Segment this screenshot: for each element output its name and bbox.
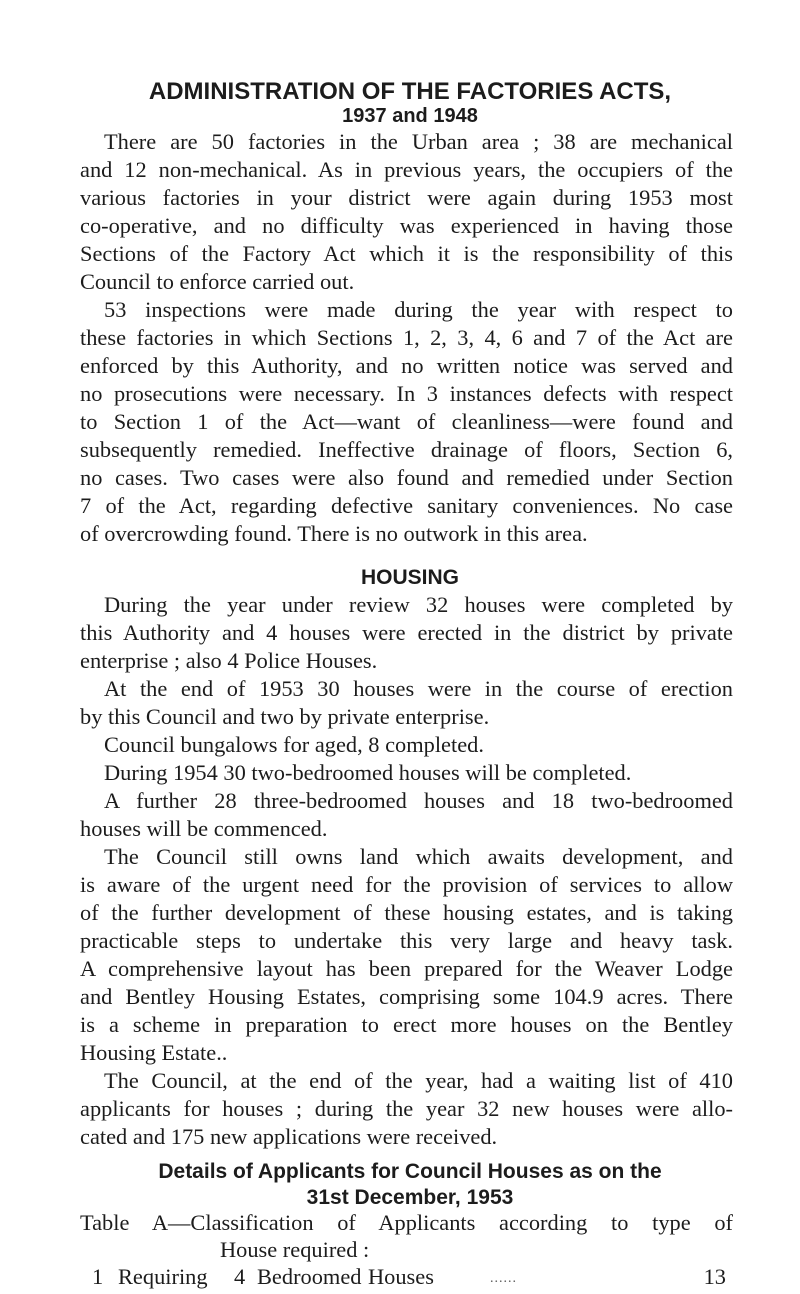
housing-line: The Council still owns land which awaits development, and <box>104 844 733 869</box>
factories-line: Sections of the Factory Act which it is the responsibility of this <box>80 241 733 266</box>
housing-line: houses will be commenced. <box>80 816 328 841</box>
row-col3: Bedroomed <box>257 1264 362 1289</box>
factories-line: 7 of the Act, regarding defective sanitary conveniences. No case <box>80 493 733 518</box>
housing-line: is aware of the urgent need for the provision of services to allow <box>80 872 733 897</box>
factories-line: no cases. Two cases were also found and remedied under Section <box>80 465 733 490</box>
housing-line: Housing Estate.. <box>80 1040 228 1065</box>
factories-line: enforced by this Authority, and no written notice was served and <box>80 353 733 378</box>
housing-line: enterprise ; also 4 Police Houses. <box>80 648 378 673</box>
housing-line: this Authority and 4 houses were erected in the district by private <box>80 620 733 645</box>
factories-line: Council to enforce carried out. <box>80 269 355 294</box>
housing-line: by this Council and two by private enterprise. <box>80 704 490 729</box>
factories-line: various factories in your district were again during 1953 most <box>80 185 733 210</box>
factories-subtitle: 1937 and 1948 <box>342 105 478 127</box>
factories-line: subsequently remedied. Ineffective drainage of floors, Section 6, <box>80 437 733 462</box>
housing-line: of the further development of these housing estates, and is taking <box>80 900 733 925</box>
housing-line: cated and 175 new applications were received. <box>80 1124 498 1149</box>
factories-line: There are 50 factories in the Urban area ; 38 are mechanical <box>104 129 733 154</box>
housing-line: A further 28 three-bedroomed houses and 18 two-bedroomed <box>104 788 733 813</box>
row-number: 1 <box>92 1264 104 1289</box>
housing-line: A comprehensive layout has been prepared for the Weaver Lodge <box>80 956 733 981</box>
housing-line: practicable steps to undertake this very large and heavy task. <box>80 928 733 953</box>
factories-line: these factories in which Sections 1, 2, 3, 4, 6 and 7 of the Act are <box>80 325 733 350</box>
factories-line: no prosecutions were necessary. In 3 instances defects with respect <box>80 381 733 406</box>
factories-line: co-operative, and no difficulty was experienced in having those <box>80 213 733 238</box>
table-caption: Table A—Classification of Applicants according to type of <box>80 1210 733 1235</box>
housing-line: During the year under review 32 houses were completed by <box>104 592 733 617</box>
row-col2: 4 <box>234 1264 246 1289</box>
housing-line: and Bentley Housing Estates, comprising some 104.9 acres. There <box>80 984 733 1009</box>
factories-line: to Section 1 of the Act—want of cleanliness—were found and <box>80 409 733 434</box>
row-col4: Houses <box>368 1264 434 1289</box>
factories-line: and 12 non-mechanical. As in previous years, the occupiers of the <box>80 157 733 182</box>
housing-line: The Council, at the end of the year, had a waiting list of 410 <box>104 1068 733 1093</box>
row-value: 13 <box>703 1264 726 1289</box>
row-dots: ...... <box>490 1271 517 1286</box>
housing-line: applicants for houses ; during the year 32 new houses were allo- <box>80 1096 733 1121</box>
factories-line: of overcrowding found. There is no outwork in this area. <box>80 521 588 546</box>
row-col1: Requiring <box>118 1264 208 1289</box>
table-caption: House required : <box>220 1237 370 1262</box>
factories-title: ADMINISTRATION OF THE FACTORIES ACTS, <box>148 78 672 105</box>
housing-title: HOUSING <box>360 566 459 589</box>
factories-line: 53 inspections were made during the year with respect to <box>104 297 733 322</box>
housing-line: is a scheme in preparation to erect more houses on the Bentley <box>80 1012 733 1037</box>
housing-line: Council bungalows for aged, 8 completed. <box>104 732 484 757</box>
housing-line: At the end of 1953 30 houses were in the course of erection <box>104 676 733 701</box>
applicants-title: Details of Applicants for Council Houses as on the <box>158 1160 662 1183</box>
housing-line: During 1954 30 two-bedroomed houses will be completed. <box>104 760 632 785</box>
applicants-subtitle: 31st December, 1953 <box>306 1186 514 1209</box>
